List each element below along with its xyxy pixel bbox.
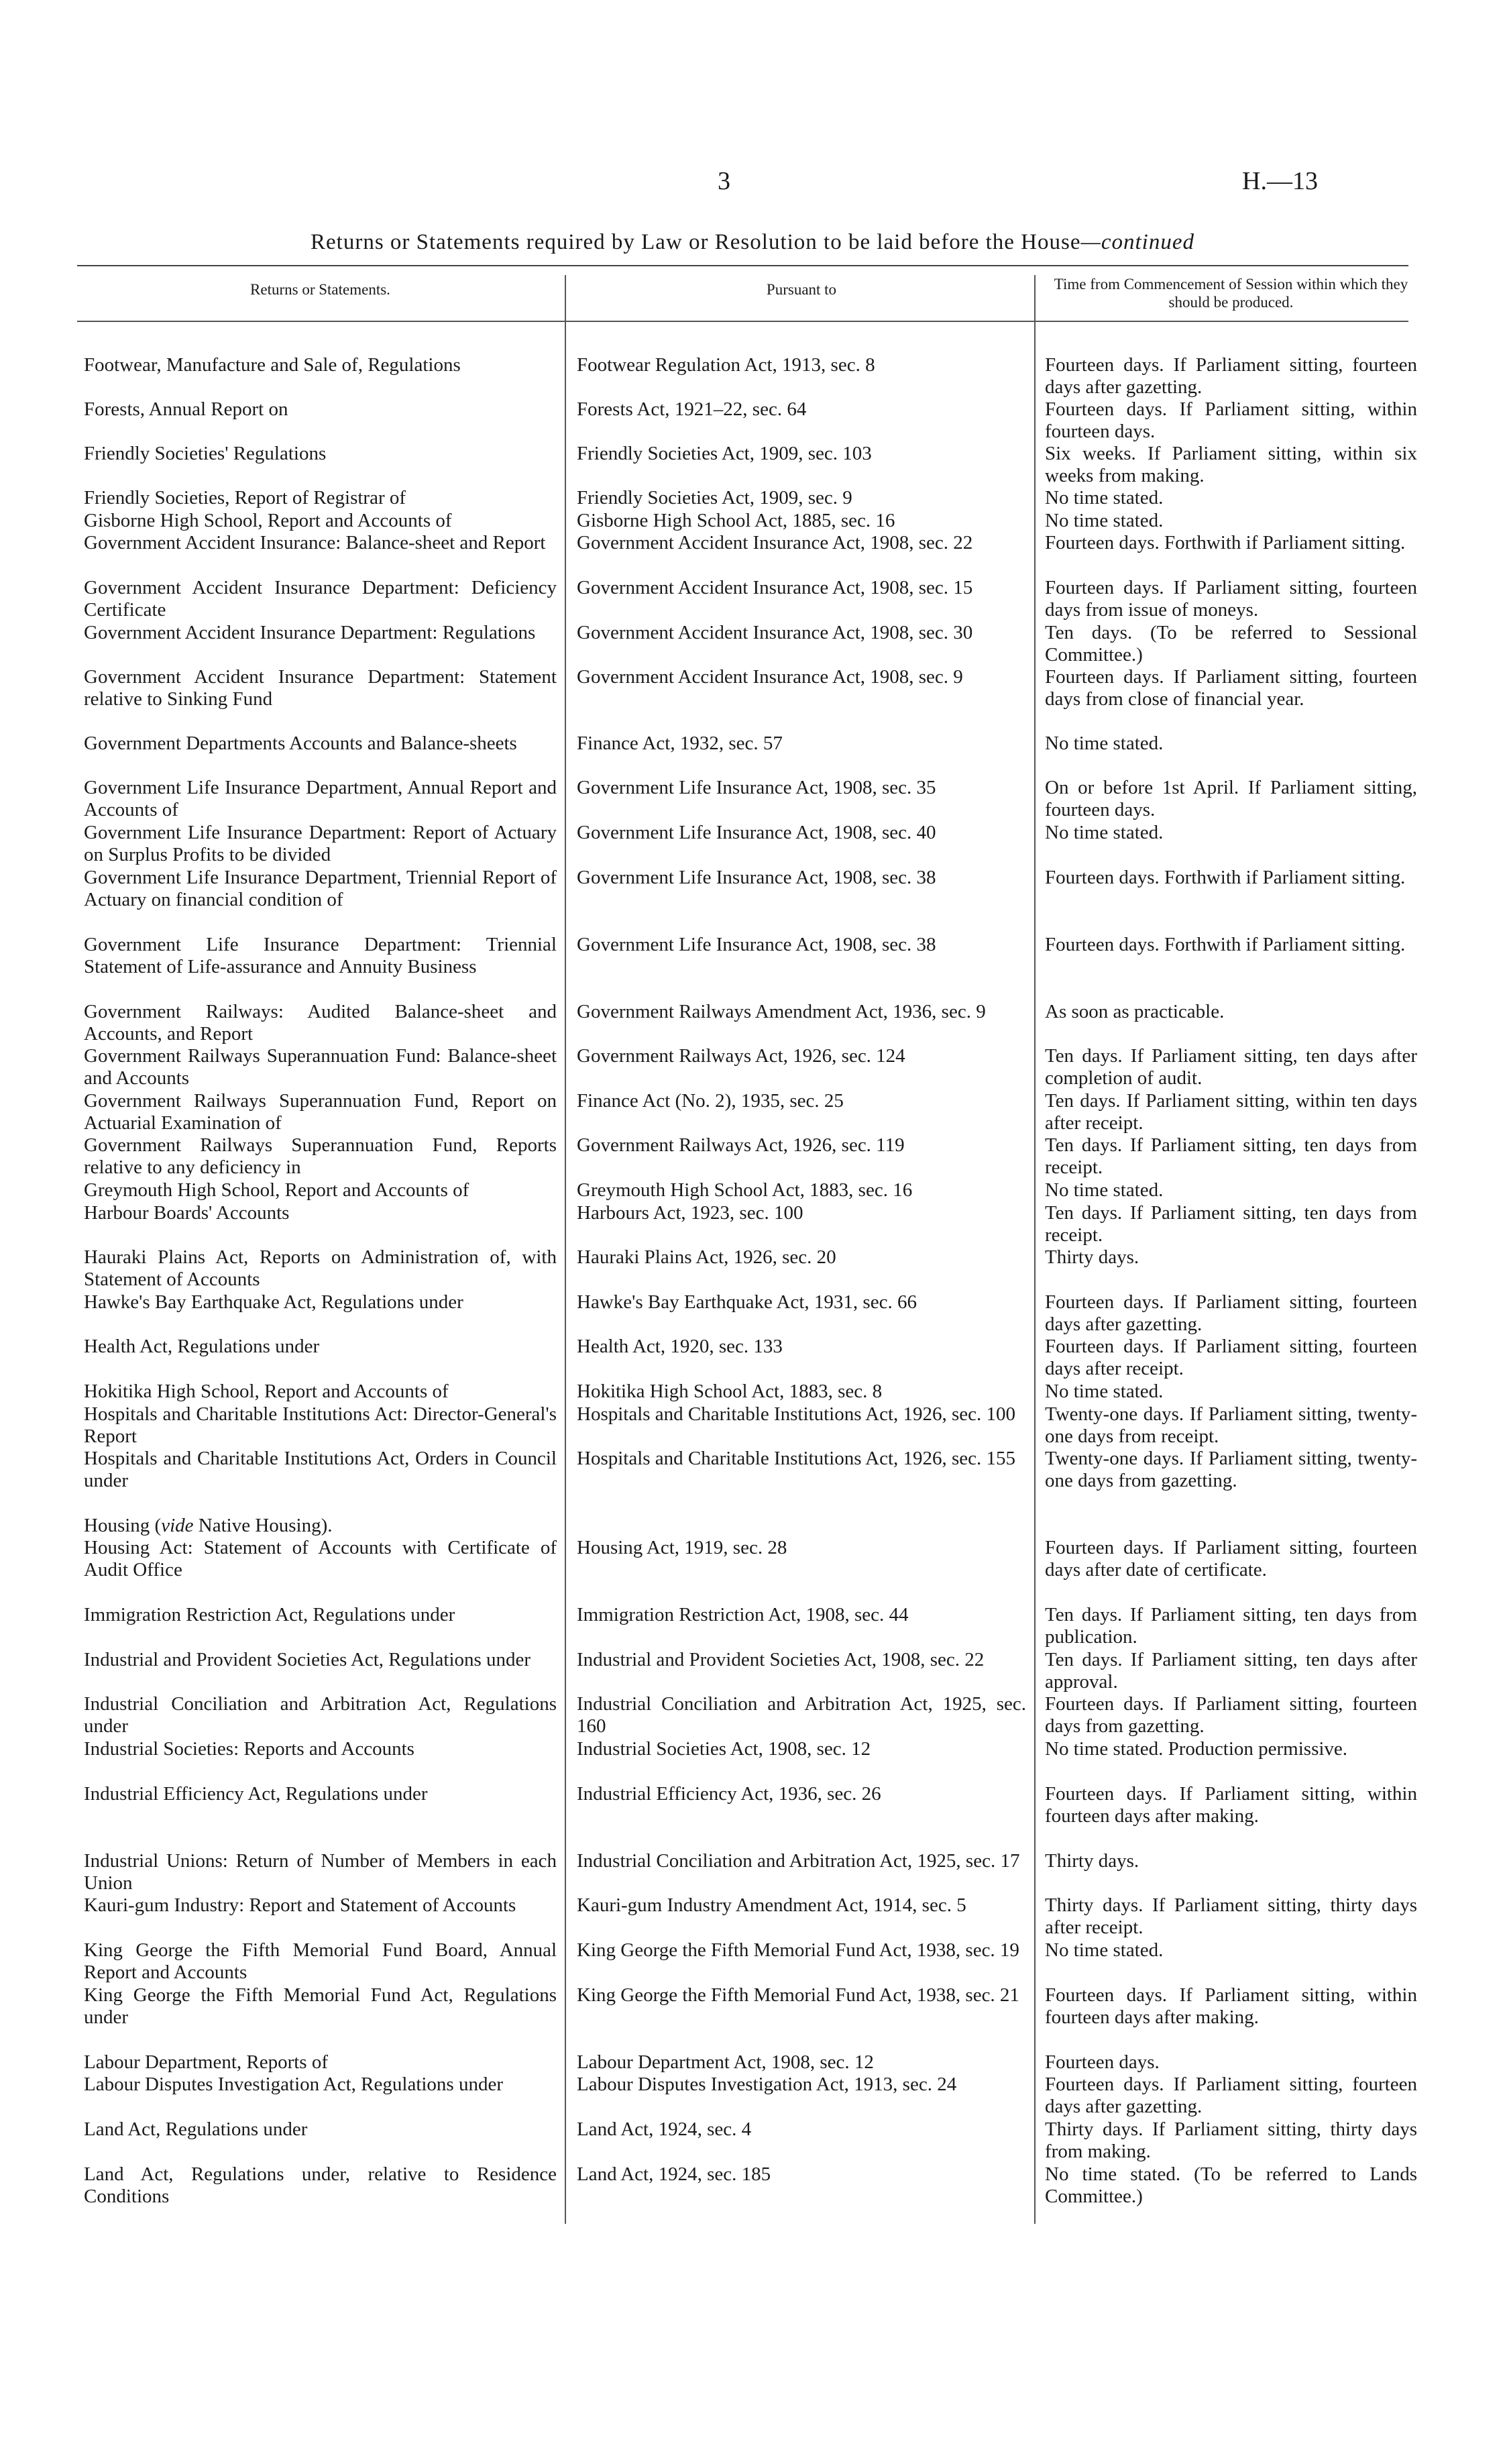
cell-time: On or before 1st April. If Parliament sitting, fourteen days. bbox=[1045, 777, 1417, 820]
cell-time: Ten days. (To be referred to Sessional Committee.) bbox=[1045, 622, 1417, 665]
cell-pursuant: Kauri-gum Industry Amendment Act, 1914, sec. 5 bbox=[577, 1894, 966, 1916]
cell-time: No time stated. (To be referred to Lands Committee.) bbox=[1045, 2163, 1417, 2207]
cell-time: Ten days. If Parliament sitting, within ten days after receipt. bbox=[1045, 1090, 1417, 1134]
cell-pursuant: Harbours Act, 1923, sec. 100 bbox=[577, 1202, 803, 1224]
cell-returns: Footwear, Manufacture and Sale of, Regulations bbox=[84, 354, 461, 376]
cell-returns: Industrial and Provident Societies Act, Regulations under bbox=[84, 1649, 531, 1670]
cell-time: Ten days. If Parliament sitting, ten days from publication. bbox=[1045, 1604, 1417, 1648]
cell-pursuant: Government Life Insurance Act, 1908, sec. 38 bbox=[577, 867, 936, 888]
cell-returns: Housing (vide Native Housing). bbox=[84, 1515, 333, 1536]
cell-returns: Hospitals and Charitable Institutions Act: Director-General's Report bbox=[84, 1403, 557, 1447]
cell-returns: Health Act, Regulations under bbox=[84, 1336, 320, 1357]
title-continued: —continued bbox=[1080, 230, 1194, 254]
cell-returns: Hauraki Plains Act, Reports on Administration of, with Statement of Accounts bbox=[84, 1246, 557, 1290]
cell-time: Fourteen days. If Parliament sitting, fourteen days from gazetting. bbox=[1045, 1693, 1417, 1737]
cell-returns: Housing Act: Statement of Accounts with Certificate of Audit Office bbox=[84, 1537, 557, 1581]
cell-returns: Industrial Conciliation and Arbitration Act, Regulations under bbox=[84, 1693, 557, 1737]
document-code: H.—13 bbox=[1242, 167, 1318, 195]
cell-returns: Hawke's Bay Earthquake Act, Regulations under bbox=[84, 1291, 463, 1313]
column-header-pursuant: Pursuant to bbox=[766, 281, 837, 298]
cell-time: Ten days. If Parliament sitting, ten days from receipt. bbox=[1045, 1134, 1417, 1178]
cell-time: Ten days. If Parliament sitting, ten days after completion of audit. bbox=[1045, 1045, 1417, 1089]
cell-returns: Land Act, Regulations under bbox=[84, 2119, 308, 2140]
cell-returns: King George the Fifth Memorial Fund Act, Regulations under bbox=[84, 1984, 557, 2028]
cell-time: Fourteen days. If Parliament sitting, within fourteen days after making. bbox=[1045, 1984, 1417, 2028]
cell-returns: Government Railways Superannuation Fund: Balance-sheet and Accounts bbox=[84, 1045, 557, 1089]
cell-time: Fourteen days. If Parliament sitting, fourteen days after receipt. bbox=[1045, 1336, 1417, 1379]
page-number: 3 bbox=[718, 167, 730, 195]
cell-time: No time stated. bbox=[1045, 733, 1164, 754]
cell-time: Twenty-one days. If Parliament sitting, twenty-one days from receipt. bbox=[1045, 1403, 1417, 1447]
cell-pursuant: Industrial Conciliation and Arbitration Act, 1925, sec. 160 bbox=[577, 1693, 1026, 1737]
cell-returns: Land Act, Regulations under, relative to Residence Conditions bbox=[84, 2163, 557, 2207]
cell-returns: Government Life Insurance Department, Annual Report and Accounts of bbox=[84, 777, 557, 820]
cell-pursuant: Immigration Restriction Act, 1908, sec. 44 bbox=[577, 1604, 909, 1625]
cell-time: Fourteen days. If Parliament sitting, within fourteen days after making. bbox=[1045, 1783, 1417, 1827]
cell-pursuant: Forests Act, 1921–22, sec. 64 bbox=[577, 398, 807, 420]
cell-returns: Government Accident Insurance Department: Deficiency Certificate bbox=[84, 577, 557, 621]
cell-time: Fourteen days. If Parliament sitting, fourteen days from close of financial year. bbox=[1045, 666, 1417, 710]
cell-pursuant: Government Life Insurance Act, 1908, sec. 40 bbox=[577, 822, 936, 843]
cell-pursuant: Labour Department Act, 1908, sec. 12 bbox=[577, 2051, 874, 2073]
cell-time: As soon as practicable. bbox=[1045, 1001, 1225, 1022]
cell-time: Thirty days. If Parliament sitting, thirty days from making. bbox=[1045, 2119, 1417, 2162]
cell-pursuant: Government Railways Amendment Act, 1936, sec. 9 bbox=[577, 1001, 986, 1022]
cell-time: No time stated. bbox=[1045, 487, 1164, 508]
top-rule bbox=[77, 265, 1408, 266]
cell-time: Thirty days. bbox=[1045, 1246, 1139, 1268]
cell-returns: Greymouth High School, Report and Accounts of bbox=[84, 1179, 469, 1201]
cell-pursuant: Friendly Societies Act, 1909, sec. 9 bbox=[577, 487, 852, 508]
cell-time: No time stated. bbox=[1045, 510, 1164, 531]
cell-time: Fourteen days. If Parliament sitting, fourteen days after gazetting. bbox=[1045, 354, 1417, 398]
column-header-returns: Returns or Statements. bbox=[250, 281, 390, 298]
cell-returns: Government Accident Insurance Department: Regulations bbox=[84, 622, 536, 643]
cell-returns: Government Railways Superannuation Fund, Reports relative to any deficiency in bbox=[84, 1134, 557, 1178]
cell-pursuant: King George the Fifth Memorial Fund Act, 1938, sec. 21 bbox=[577, 1984, 1019, 2006]
cell-returns: Government Railways: Audited Balance-sheet and Accounts, and Report bbox=[84, 1001, 557, 1044]
cell-time: Thirty days. bbox=[1045, 1850, 1139, 1872]
cell-pursuant: Industrial and Provident Societies Act, 1908, sec. 22 bbox=[577, 1649, 985, 1670]
cell-pursuant: Government Life Insurance Act, 1908, sec. 38 bbox=[577, 934, 936, 955]
cell-returns: King George the Fifth Memorial Fund Board, Annual Report and Accounts bbox=[84, 1939, 557, 1983]
cell-time: Thirty days. If Parliament sitting, thirty days after receipt. bbox=[1045, 1894, 1417, 1938]
cell-time: Fourteen days. bbox=[1045, 2051, 1160, 2073]
cell-returns: Government Life Insurance Department: Triennial Statement of Life-assurance and Annuity Business bbox=[84, 934, 557, 977]
cell-returns: Harbour Boards' Accounts bbox=[84, 1202, 290, 1224]
cell-time: Ten days. If Parliament sitting, ten days from receipt. bbox=[1045, 1202, 1417, 1246]
cell-time: Fourteen days. Forthwith if Parliament sitting. bbox=[1045, 532, 1406, 553]
column-header-time: Time from Commencement of Session within which they should be produced. bbox=[1054, 276, 1408, 311]
cell-pursuant: Government Accident Insurance Act, 1908, sec. 22 bbox=[577, 532, 973, 553]
cell-time: Twenty-one days. If Parliament sitting, twenty-one days from gazetting. bbox=[1045, 1448, 1417, 1491]
cell-time: No time stated. bbox=[1045, 1939, 1164, 1961]
cell-returns: Industrial Efficiency Act, Regulations under bbox=[84, 1783, 428, 1805]
cell-returns: Forests, Annual Report on bbox=[84, 398, 288, 420]
cell-pursuant: Government Accident Insurance Act, 1908, sec. 30 bbox=[577, 622, 973, 643]
cell-returns: Industrial Unions: Return of Number of Members in each Union bbox=[84, 1850, 557, 1894]
cell-pursuant: Labour Disputes Investigation Act, 1913, sec. 24 bbox=[577, 2074, 957, 2095]
cell-pursuant: Hospitals and Charitable Institutions Act, 1926, sec. 155 bbox=[577, 1448, 1016, 1469]
cell-pursuant: Government Accident Insurance Act, 1908, sec. 9 bbox=[577, 666, 963, 688]
header-rule bbox=[77, 321, 1408, 322]
cell-pursuant: Government Accident Insurance Act, 1908, sec. 15 bbox=[577, 577, 973, 598]
cell-returns: Immigration Restriction Act, Regulations under bbox=[84, 1604, 455, 1625]
cell-pursuant: Industrial Conciliation and Arbitration Act, 1925, sec. 17 bbox=[577, 1850, 1020, 1872]
cell-time: No time stated. bbox=[1045, 822, 1164, 843]
cell-pursuant: Land Act, 1924, sec. 185 bbox=[577, 2163, 771, 2185]
cell-returns: Labour Disputes Investigation Act, Regulations under bbox=[84, 2074, 504, 2095]
cell-time: Fourteen days. Forthwith if Parliament sitting. bbox=[1045, 934, 1406, 955]
cell-time: Six weeks. If Parliament sitting, within six weeks from making. bbox=[1045, 443, 1417, 486]
column-divider-1 bbox=[565, 275, 566, 2224]
cell-time: Fourteen days. If Parliament sitting, fourteen days after date of certificate. bbox=[1045, 1537, 1417, 1581]
cell-time: No time stated. Production permissive. bbox=[1045, 1738, 1348, 1760]
cell-pursuant: Friendly Societies Act, 1909, sec. 103 bbox=[577, 443, 872, 464]
cell-time: Ten days. If Parliament sitting, ten days after approval. bbox=[1045, 1649, 1417, 1693]
cell-pursuant: Finance Act, 1932, sec. 57 bbox=[577, 733, 783, 754]
cell-time: Fourteen days. If Parliament sitting, fourteen days after gazetting. bbox=[1045, 1291, 1417, 1335]
vide-italic: vide bbox=[161, 1515, 194, 1536]
cell-pursuant: Industrial Efficiency Act, 1936, sec. 26 bbox=[577, 1783, 881, 1805]
cell-returns: Government Departments Accounts and Balance-sheets bbox=[84, 733, 517, 754]
cell-returns: Kauri-gum Industry: Report and Statement of Accounts bbox=[84, 1894, 516, 1916]
cell-pursuant: Finance Act (No. 2), 1935, sec. 25 bbox=[577, 1090, 844, 1112]
cell-pursuant: King George the Fifth Memorial Fund Act, 1938, sec. 19 bbox=[577, 1939, 1019, 1961]
cell-pursuant: Hawke's Bay Earthquake Act, 1931, sec. 66 bbox=[577, 1291, 917, 1313]
table-title bbox=[0, 230, 1505, 255]
cell-pursuant: Industrial Societies Act, 1908, sec. 12 bbox=[577, 1738, 871, 1760]
cell-pursuant: Hokitika High School Act, 1883, sec. 8 bbox=[577, 1381, 883, 1402]
cell-pursuant: Gisborne High School Act, 1885, sec. 16 bbox=[577, 510, 895, 531]
column-divider-2 bbox=[1034, 275, 1036, 2224]
title-main: Returns or Statements required by Law or Resolution to be laid before the House bbox=[311, 230, 1081, 254]
cell-time: No time stated. bbox=[1045, 1381, 1164, 1402]
cell-returns: Government Life Insurance Department, Triennial Report of Actuary on financial condition of bbox=[84, 867, 557, 910]
cell-pursuant: Footwear Regulation Act, 1913, sec. 8 bbox=[577, 354, 875, 376]
cell-returns: Government Accident Insurance: Balance-sheet and Report bbox=[84, 532, 546, 553]
cell-returns: Gisborne High School, Report and Accounts of bbox=[84, 510, 452, 531]
cell-pursuant: Housing Act, 1919, sec. 28 bbox=[577, 1537, 787, 1558]
cell-pursuant: Land Act, 1924, sec. 4 bbox=[577, 2119, 752, 2140]
cell-pursuant: Government Railways Act, 1926, sec. 119 bbox=[577, 1134, 905, 1156]
cell-pursuant: Government Life Insurance Act, 1908, sec. 35 bbox=[577, 777, 936, 798]
cell-returns: Friendly Societies, Report of Registrar of bbox=[84, 487, 406, 508]
cell-pursuant: Health Act, 1920, sec. 133 bbox=[577, 1336, 783, 1357]
cell-pursuant: Greymouth High School Act, 1883, sec. 16 bbox=[577, 1179, 913, 1201]
cell-returns: Hokitika High School, Report and Accounts of bbox=[84, 1381, 449, 1402]
cell-returns: Government Railways Superannuation Fund, Report on Actuarial Examination of bbox=[84, 1090, 557, 1134]
cell-returns: Labour Department, Reports of bbox=[84, 2051, 329, 2073]
cell-pursuant: Hauraki Plains Act, 1926, sec. 20 bbox=[577, 1246, 836, 1268]
cell-pursuant: Hospitals and Charitable Institutions Act, 1926, sec. 100 bbox=[577, 1403, 1016, 1425]
cell-returns: Hospitals and Charitable Institutions Act, Orders in Council under bbox=[84, 1448, 557, 1491]
cell-returns: Industrial Societies: Reports and Accounts bbox=[84, 1738, 414, 1760]
cell-time: No time stated. bbox=[1045, 1179, 1164, 1201]
cell-pursuant: Government Railways Act, 1926, sec. 124 bbox=[577, 1045, 905, 1067]
cell-time: Fourteen days. If Parliament sitting, fourteen days from issue of moneys. bbox=[1045, 577, 1417, 621]
cell-time: Fourteen days. If Parliament sitting, within fourteen days. bbox=[1045, 398, 1417, 442]
cell-returns: Government Accident Insurance Department: Statement relative to Sinking Fund bbox=[84, 666, 557, 710]
cell-time: Fourteen days. Forthwith if Parliament sitting. bbox=[1045, 867, 1406, 888]
cell-returns: Government Life Insurance Department: Report of Actuary on Surplus Profits to be divided bbox=[84, 822, 557, 865]
cell-returns: Friendly Societies' Regulations bbox=[84, 443, 327, 464]
cell-time: Fourteen days. If Parliament sitting, fourteen days after gazetting. bbox=[1045, 2074, 1417, 2117]
